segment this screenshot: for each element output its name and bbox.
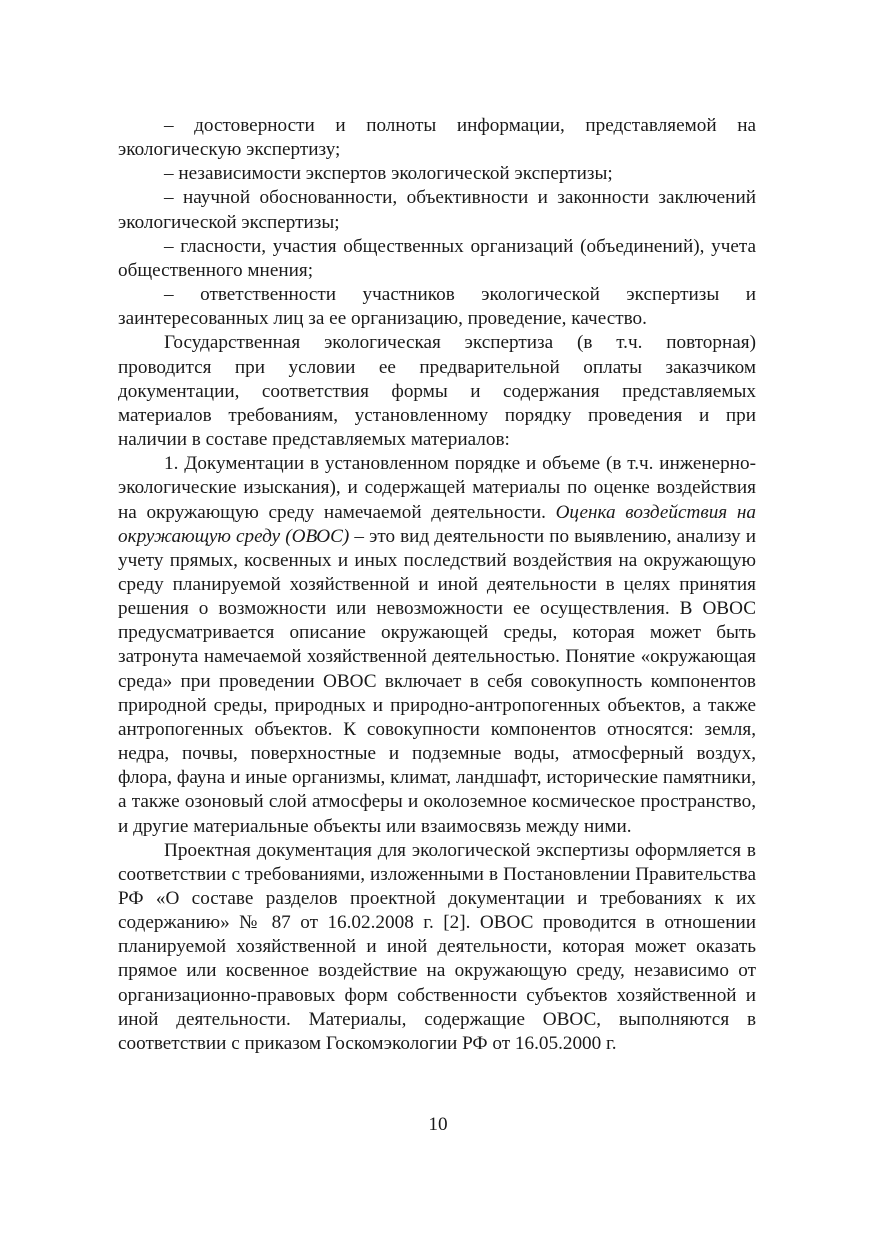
item-1-lead: 1. Документации в установленном порядке и объеме (в т.ч. инженерно-экологические изыскания), и содержащей материалы по оценке воздействия на окружающую среду намечаемой деятельности. bbox=[118, 453, 756, 523]
body-text bbox=[118, 114, 756, 1056]
bullet-independence: – независимости экспертов экологической экспертизы; bbox=[164, 163, 613, 185]
page-number: 10 bbox=[428, 1114, 448, 1135]
bullet-scientific-validity: – научной обоснованности, объективности и законности заключений экологической экспертизы; bbox=[118, 187, 756, 233]
bullet-responsibility: – ответственности участников экологической экспертизы и заинтересованных лиц за ее организацию, проведение, качество. bbox=[118, 284, 756, 330]
item-1-rest: – это вид деятельности по выявлению, анализу и учету прямых, косвенных и иных последствий воздействия на окружающую среду планируемой хозяйственной и иной деятельности в целях принятия решения о возможности или невозможности ее осуществления. В ОВОС предусматривается описание окружающей среды, которая может быть затронута намечаемой хозяйственной деятельностью. Понятие «окружающая среда» при проведении ОВОС включает в себя совокупность компонентов природной среды, природных и природно-антропогенных объектов, а также антропогенных объектов. К совокупности компонентов относятся: земля, недра, почвы, поверхностные и подземные воды, атмосферный воздух, флора, фауна и иные организмы, климат, ландшафт, исторические памятники, а также озоновый слой атмосферы и околоземное космическое пространство, и другие материальные объекты или взаимосвязь между ними. bbox=[118, 525, 756, 837]
bullet-publicity: – гласности, участия общественных организаций (объединений), учета общественного мнения; bbox=[118, 235, 756, 281]
paragraph-project-docs: Проектная документация для экологической экспертизы оформляется в соответствии с требованиями, изложенными в Постановлении Правительства РФ «О составе разделов проектной документации и требованиях к их содержанию» № 87 от 16.02.2008 г. [2]. ОВОС проводится в отношении планируемой хозяйственной и иной деятельности, которая может оказать прямое или косвенное воздействие на окружающую среду, независимо от организационно-правовых форм собственности субъектов хозяйственной и иной деятельности. Материалы, содержащие ОВОС, выполняются в соответствии с приказом Госкомэкологии РФ от 16.05.2000 г. bbox=[118, 839, 756, 1054]
item-1-term: Оценка воздействия на окружающую среду (ОВОС) bbox=[118, 501, 756, 547]
paragraph-state-expertise: Государственная экологическая экспертиза (в т.ч. повторная) проводится при условии ее предварительной оплаты заказчиком документации, соответствия формы и содержания представляемых материалов требованиям, установленному порядку проведения и при наличии в составе представляемых материалов: bbox=[118, 332, 756, 451]
bullet-reliability: – достоверности и полноты информации, представляемой на экологическую экспертизу; bbox=[118, 115, 756, 161]
paragraph-item-1 bbox=[118, 452, 756, 839]
